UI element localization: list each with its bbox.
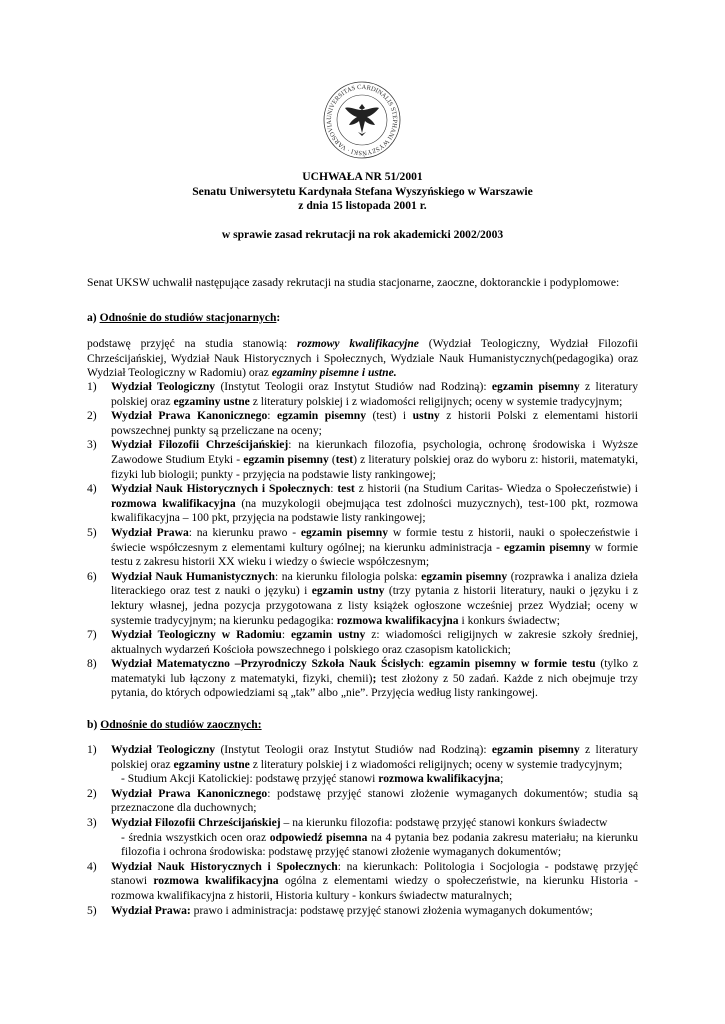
list-item: 7) Wydział Teologiczny w Radomiu: egzamin ustny z: wiadomości religijnych w zakresie szkoły średniej, aktualnych wydarzeń Kościoła powszechnego i polskiego oraz czasopism katolickich;	[87, 628, 638, 656]
sub-item: - Studium Akcji Katolickiej: podstawę przyjęć stanowi rozmowa kwalifikacyjna;	[121, 772, 504, 786]
seal-ring-text: UNIVERSITAS CARDINALIS STEPHANI WYSZYŃSKI · VARSOVIA	[325, 83, 399, 157]
list-item: 6) Wydział Nauk Humanistycznych: na kierunku filologia polska: egzamin pisemny (rozprawka i analiza dzieła literackiego oraz test z nauki o języku) i egzamin ustny (trzy pytania z historii literatury, nauki o języku i z lektury własnej, jedna pozycja przygotowana z listy książek ogłoszone wcześniej przez Wydział; oceny w systemie tradycyjnym; na kierunku pedagogika: rozmowa kwalifikacyjna i konkurs świadectw;	[87, 569, 639, 627]
resolution-issuer: Senatu Uniwersytetu Kardynała Stefana Wyszyńskiego w Warszawie	[192, 184, 533, 198]
resolution-subject: w sprawie zasad rekrutacji na rok akademicki 2002/2003	[221, 228, 504, 241]
list-item: 1) Wydział Teologiczny (Instytut Teologii oraz Instytut Studiów nad Rodziną): egzamin pisemny z literatury polskiej oraz egzaminy ustne z literatury polskiej i z wiadomości religijnych; oceny w systemie tradycyjnym;	[87, 380, 639, 408]
university-seal-logo	[322, 80, 402, 160]
list-item: 8) Wydział Matematyczno –Przyrodniczy Szkoła Nauk Ścisłych: egzamin pisemny w formie testu (tylko z matematyki lub łączony z matematyki, fizyki, chemii); test złożony z 50 zadań. Każde z nich obejmuje trzy pytania, do których odpowiedziami są „tak” albo „nie”. Przyjęcia według listy rankingowej.	[87, 657, 638, 700]
sub-item: - średnia wszystkich ocen oraz odpowiedź pisemna na 4 pytania bez podania zakresu materiału; na kierunku filozofia i ochrona środowiska: podstawę przyjęć stanowi złożenie wymaganych dokumentów;	[121, 830, 638, 859]
list-item: 5) Wydział Prawa: prawo i administracja: podstawę przyjęć stanowi złożenia wymaganych dokumentów;	[87, 903, 593, 917]
list-item: 4) Wydział Nauk Historycznych i Społecznych: test z historii (na Studium Caritas- Wiedza o Społeczeństwie) i rozmowa kwalifikacyjna (na muzykologii obejmująca test zdolności muzycznych), test-100 pkt, rozmowa kwalifikacyjna – 100 pkt, przyjęcia na podstawie listy rankingowej;	[87, 482, 638, 525]
resolution-title: UCHWAŁA NR 51/2001	[302, 170, 423, 183]
list-item: 2) Wydział Prawa Kanonicznego: egzamin pisemny (test) i ustny z historii Polski z elementami historii powszechnej punkty są przeliczane na oceny;	[87, 409, 638, 437]
eagle-emblem-icon	[345, 104, 379, 136]
section-a-list	[87, 380, 638, 701]
list-item: 5) Wydział Prawa: na kierunku prawo - egzamin pisemny w formie testu z historii, nauki o społeczeństwie i świecie współczesnym z elementami kultury ogólnej; na kierunku administracja - egzamin pisemny w formie testu z zakresu historii XX wieku i wiedzy o świecie współczesnym;	[87, 525, 639, 569]
list-item: 3) Wydział Filozofii Chrześcijańskiej – na kierunku filozofia: podstawę przyjęć stanowi konkurs świadectw - średnia wszystkich ocen oraz odpowiedź pisemna na 4 pytania bez podania zakresu materiału; na kierunku filozofia i ochrona środowiska: podstawę przyjęć stanowi złożenie wymaganych dokumentów;	[87, 815, 638, 859]
list-item: 2) Wydział Prawa Kanonicznego: podstawę przyjęć stanowi złożenie wymaganych dokumentów; studia są przeznaczone dla duchownych;	[87, 786, 639, 815]
intro-paragraph: Senat UKSW uchwalił następujące zasady rekrutacji na studia stacjonarne, zaoczne, doktoranckie i podyplomowe:	[87, 276, 620, 289]
section-b-list	[87, 743, 638, 918]
section-a-paragraph: podstawę przyjęć na studia stanowią: rozmowy kwalifikacyjne (Wydział Teologiczny, Wydział Filozofii Chrześcijańskiej, Wydział Nauk Historycznych i Społecznych, Wydziale Nauk Humanistycznych(pedagogika) oraz Wydział Teologiczny w Radomiu) oraz egzaminy pisemne i ustne.	[87, 337, 638, 380]
list-item: 3) Wydział Filozofii Chrześcijańskiej: na kierunkach filozofia, psychologia, ochronę środowiska i Wyższe Zawodowe Studium Etyki - egzamin pisemny (test) z literatury polskiej oraz do wyboru z: historii, matematyki, fizyki lub biologii; punkty - przyjęcia na podstawie listy rankingowej;	[87, 438, 638, 481]
list-item: 1) Wydział Teologiczny (Instytut Teologii oraz Instytut Studiów nad Rodziną): egzamin pisemny z literatury polskiej oraz egzaminy ustne z literatury polskiej i z wiadomości religijnych; oceny w systemie tradycyjnym; - Studium Akcji Katolickiej: podstawę przyjęć stanowi rozmowa kwalifikacyjna;	[87, 743, 639, 786]
resolution-header	[0, 170, 725, 214]
section-b-heading: b) Odnośnie do studiów zaocznych:	[87, 718, 262, 731]
section-a-heading: a) Odnośnie do studiów stacjonarnych:	[87, 311, 281, 324]
resolution-date: z dnia 15 listopada 2001 r.	[298, 199, 427, 212]
list-item: 4) Wydział Nauk Historycznych i Społecznych: na kierunkach: Politologia i Socjologia - podstawę przyjęć stanowi rozmowa kwalifikacyjna ogólna z elementami wiedzy o społeczeństwie, na kierunku Historia - rozmowa kwalifikacyjna z historii, Historia kultury - konkurs świadectw maturalnych;	[87, 859, 638, 902]
